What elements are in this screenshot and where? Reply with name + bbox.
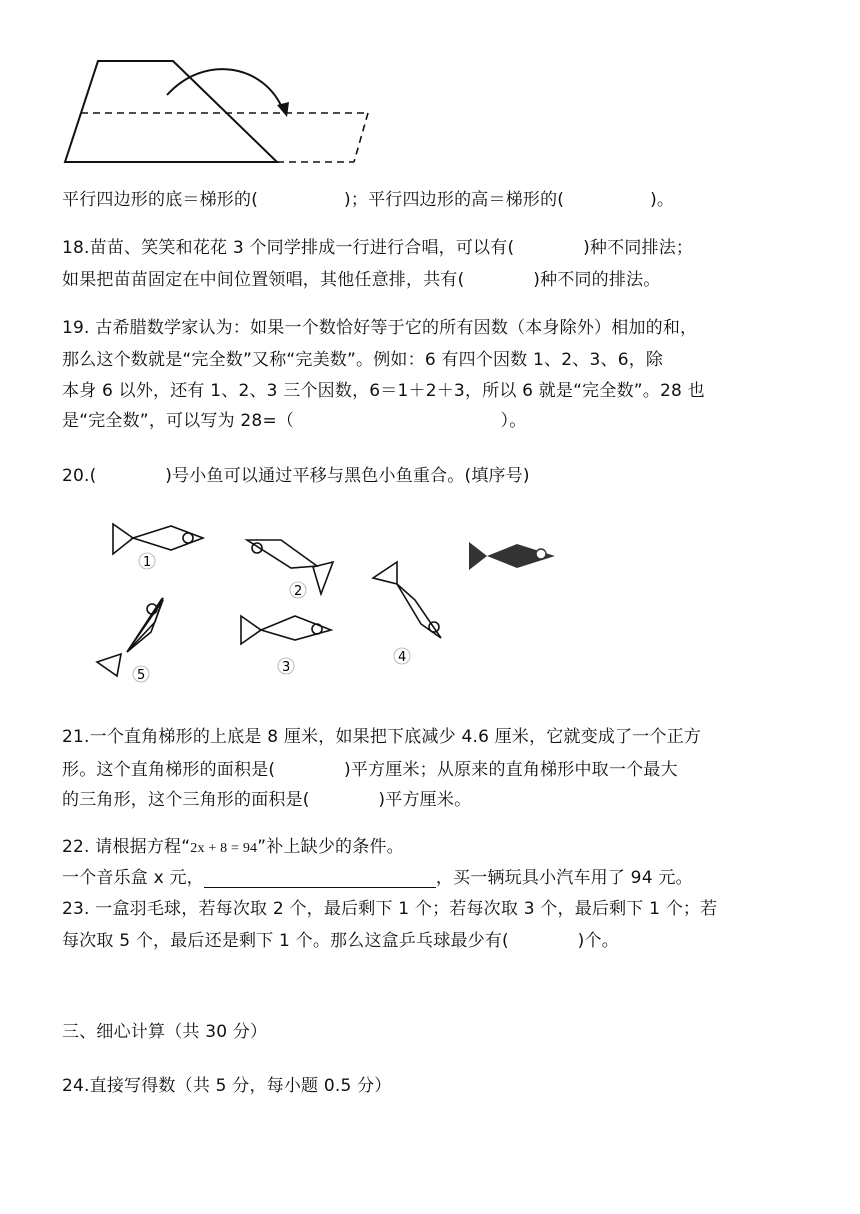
fish-2	[247, 540, 333, 594]
q22-equation: 2x + 8 = 94	[190, 841, 258, 856]
q19-line-1: 19. 古希腊数学家认为：如果一个数恰好等于它的所有因数（本身除外）相加的和，	[62, 318, 698, 338]
fish-1	[113, 524, 203, 554]
fish-5-label: 5	[137, 668, 146, 683]
fish-1-label-mark	[139, 553, 155, 570]
q21-line-2: 形。这个直角梯形的面积是( )平方厘米；从原来的直角梯形中取一个最大	[62, 760, 678, 780]
q22-answer-blank[interactable]	[204, 871, 436, 888]
fish-5	[97, 598, 163, 676]
q23-line-2: 每次取 5 个，最后还是剩下 1 个。那么这盒乒乓球最少有( )个。	[62, 931, 619, 951]
q23-line-1: 23. 一盒羽毛球，若每次取 2 个，最后剩下 1 个；若每次取 3 个，最后剩下 1 个；若	[62, 899, 718, 919]
q22-suffix: ”补上缺少的条件。	[257, 837, 404, 857]
black-fish	[469, 542, 555, 570]
fish-4	[373, 562, 441, 638]
q21-line-1: 21.一个直角梯形的上底是 8 厘米，如果把下底减少 4.6 厘米，它就变成了一个正方	[62, 727, 702, 747]
fish-figure	[85, 510, 565, 690]
rotation-arrow	[167, 69, 283, 110]
trapezoid-shape	[65, 61, 277, 162]
q18-line-2: 如果把苗苗固定在中间位置领唱，其他任意排，共有( )种不同的排法。	[62, 270, 661, 290]
q17-caption: 平行四边形的底＝梯形的( )；平行四边形的高＝梯形的( )。	[62, 190, 675, 210]
q22-line2-suffix: ，买一辆玩具小汽车用了 94 元。	[435, 868, 693, 888]
q22-line2-prefix: 一个音乐盒 x 元，	[62, 868, 204, 888]
fish-4-label-mark	[394, 648, 410, 665]
fish-3	[241, 616, 331, 644]
q19-line-2: 那么这个数就是“完全数”又称“完美数”。例如：6 有四个因数 1、2、3、6，除	[62, 350, 664, 370]
q20-line-1: 20.( )号小鱼可以通过平移与黑色小鱼重合。(填序号)	[62, 466, 530, 486]
trapezoid-parallelogram-figure	[55, 55, 385, 170]
dashed-right	[354, 113, 368, 162]
q22-prefix: 22. 请根据方程“	[62, 837, 191, 857]
fish-3-label: 3	[282, 660, 291, 675]
q21-line-3: 的三角形，这个三角形的面积是( )平方厘米。	[62, 790, 472, 810]
section-3-title: 三、细心计算（共 30 分）	[62, 1022, 268, 1042]
q24-line: 24.直接写得数（共 5 分，每小题 0.5 分）	[62, 1076, 392, 1096]
fish-2-label: 2	[294, 584, 303, 599]
fish-5-label-mark	[133, 666, 149, 683]
q22-line-1	[62, 837, 404, 859]
q19-line-4: 是“完全数”，可以写为 28=（ ）。	[62, 411, 527, 431]
fish-4-label: 4	[398, 650, 407, 665]
q18-line-1: 18.苗苗、笑笑和花花 3 个同学排成一行进行合唱，可以有( )种不同排法；	[62, 238, 694, 258]
q22-line-2	[62, 868, 693, 888]
fish-3-label-mark	[278, 658, 294, 675]
arrow-head-icon	[277, 102, 289, 117]
fish-2-label-mark	[290, 582, 306, 599]
fish-1-label: 1	[143, 555, 152, 570]
q19-line-3: 本身 6 以外，还有 1、2、3 三个因数，6＝1＋2＋3，所以 6 就是“完全数”。28 也	[62, 381, 705, 401]
